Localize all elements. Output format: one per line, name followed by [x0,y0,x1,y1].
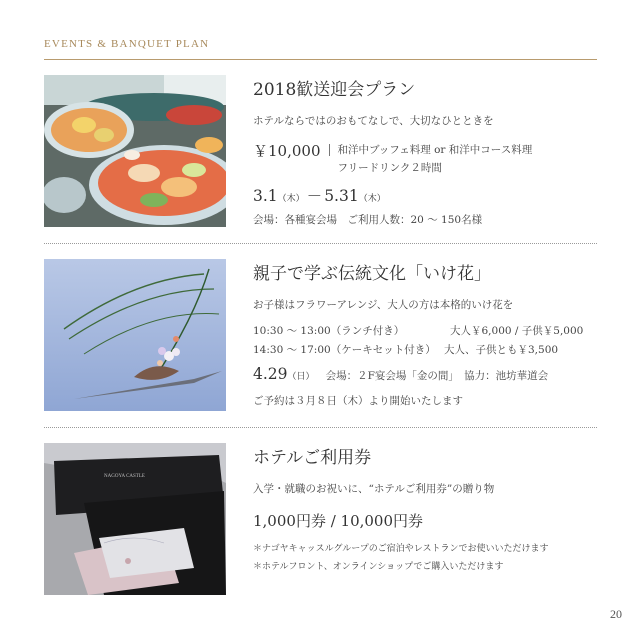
ikebana-photo [44,259,226,411]
session-row-2 [253,342,613,356]
plan-title: ホテルご利用券 [253,448,372,468]
note-1: ＊ナゴヤキャッスルグループのご宿泊やレストランでお使いいただけます [253,544,549,554]
plan-lead: お子様はフラワーアレンジ、大人の方は本格的いけ花を [253,299,514,311]
price: ￥10,000 [253,142,321,160]
date-venue-row [253,364,613,383]
price-row [253,139,613,175]
header-rule [44,59,597,60]
date-dash: － [306,187,323,205]
date-range [253,184,613,206]
date-end-day: （木） [358,194,386,204]
event-date: 4.29 [253,365,288,383]
denominations: 1,000円券 / 10,000円券 [253,512,424,530]
session-row-1 [253,323,613,337]
divider [44,243,597,244]
plan-lead: 入学・就職のお祝いに、“ホテルご利用券”の贈り物 [253,483,495,495]
plan-farewell [253,75,613,227]
menu-line-2: フリードリンク２時間 [337,162,442,174]
date-end: 5.31 [324,187,359,205]
session2-time: 14:30 ～ 17:00（ケーキセット付き） [253,344,436,356]
date-start-day: （木） [277,194,305,204]
session1-time: 10:30 ～ 13:00（ランチ付き） [253,325,405,337]
event-date-day: （日） [287,372,315,382]
date-start: 3.1 [253,187,278,205]
envelope-text: NAGOYA CASTLE [104,474,145,479]
section-title: EVENTS & BANQUET PLAN [44,38,210,50]
session1-price: 大人￥6,000 / 子供￥5,000 [450,325,584,337]
price-separator [329,144,330,156]
plan-title: 親子で学ぶ伝統文化「いけ花」 [253,264,491,284]
event-venue: 会場：２F宴会場「金の間」 協力：池坊華道会 [325,370,549,382]
session2-price: 大人、子供とも￥3,500 [444,344,559,356]
note-2: ＊ホテルフロント、オンラインショップでご購入いただけます [253,562,504,572]
booking-info: ご予約は３月８日（木）より開始いたします [253,395,463,407]
plan-lead: ホテルならではのおもてなしで、大切なひとときを [253,115,494,127]
voucher-photo [44,443,226,595]
menu-line-1: 和洋中ブッフェ料理 or 和洋中コース料理 [337,144,533,156]
plan-voucher [253,443,613,572]
plan-ikebana [253,259,613,408]
page-number: 20 [610,607,622,621]
plan-title: 2018歓送迎会プラン [253,80,416,100]
buffet-photo [44,75,226,227]
divider [44,427,597,428]
venue-info: 会場：各種宴会場 ご利用人数：20 ～ 150名様 [253,214,483,226]
